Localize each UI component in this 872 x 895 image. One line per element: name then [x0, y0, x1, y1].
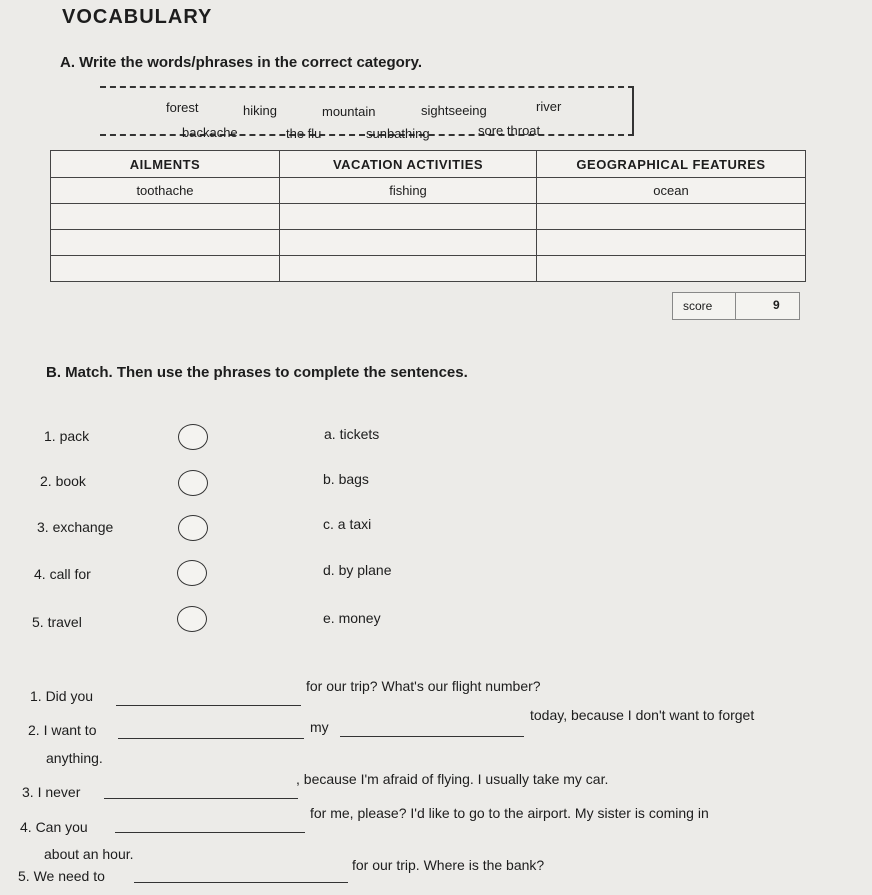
table-row — [51, 204, 806, 230]
word-bank-item: mountain — [322, 104, 376, 119]
match-left-item: 5. travel — [32, 614, 82, 630]
table-cell[interactable] — [537, 256, 806, 282]
sentence-5-end: for our trip. Where is the bank? — [352, 857, 545, 873]
sentence-1-end: for our trip? What's our flight number? — [306, 678, 541, 694]
answer-blank[interactable] — [116, 705, 301, 706]
match-answer-circle[interactable] — [177, 560, 207, 586]
match-answer-circle[interactable] — [177, 606, 207, 632]
section-a-instruction: A. Write the words/phrases in the correct category. — [60, 54, 423, 71]
table-row — [51, 256, 806, 282]
table-row — [51, 178, 806, 204]
table-cell[interactable]: ocean — [537, 178, 806, 204]
sentence-4-end: for me, please? I'd like to go to the airport. My sister is coming in — [310, 805, 709, 821]
answer-blank[interactable] — [134, 882, 348, 883]
table-cell[interactable] — [280, 204, 537, 230]
category-table — [50, 150, 806, 282]
sentence-3-start: 3. I never — [22, 784, 81, 800]
match-right-item: c. a taxi — [323, 516, 372, 532]
page-title: VOCABULARY — [62, 6, 213, 28]
table-cell[interactable] — [51, 230, 280, 256]
answer-blank[interactable] — [115, 832, 305, 833]
word-bank-item: sunbathing — [366, 126, 430, 141]
table-header-row — [51, 151, 806, 178]
word-bank-item: sightseeing — [421, 103, 487, 118]
match-right-item: d. by plane — [323, 562, 392, 578]
sentence-4-continuation: about an hour. — [44, 846, 134, 862]
match-answer-circle[interactable] — [178, 424, 208, 450]
match-right-item: a. tickets — [324, 426, 380, 442]
word-bank — [100, 86, 634, 141]
sentence-2-mid: my — [310, 719, 329, 735]
sentence-2-end: today, because I don't want to forget — [530, 707, 755, 723]
match-left-item: 1. pack — [44, 428, 90, 444]
word-bank-item: forest — [166, 100, 199, 115]
column-header-ailments: AILMENTS — [51, 151, 280, 178]
match-answer-circle[interactable] — [178, 470, 208, 496]
word-bank-item: hiking — [243, 103, 277, 118]
sentence-3-end: , because I'm afraid of flying. I usually take my car. — [296, 771, 609, 787]
table-cell[interactable] — [51, 204, 280, 230]
sentence-2-continuation: anything. — [46, 750, 103, 766]
table-cell[interactable] — [537, 204, 806, 230]
table-row — [51, 230, 806, 256]
match-answer-circle[interactable] — [178, 515, 208, 541]
sentence-5-start: 5. We need to — [18, 868, 105, 884]
table-cell[interactable] — [537, 230, 806, 256]
score-box — [672, 292, 800, 320]
word-bank-item: the flu — [286, 126, 322, 141]
table-cell[interactable]: fishing — [280, 178, 537, 204]
section-b-instruction: B. Match. Then use the phrases to complete the sentences. — [46, 364, 468, 381]
table-cell[interactable]: toothache — [51, 178, 280, 204]
answer-blank[interactable] — [340, 736, 524, 737]
score-value: 9 — [773, 298, 780, 312]
match-left-item: 4. call for — [34, 566, 91, 582]
match-right-item: e. money — [323, 610, 381, 626]
match-left-item: 2. book — [40, 473, 86, 489]
word-bank-item: river — [536, 99, 562, 114]
match-right-item: b. bags — [323, 471, 369, 487]
score-label: score — [683, 299, 713, 313]
sentence-2-start: 2. I want to — [28, 722, 97, 738]
answer-blank[interactable] — [118, 738, 304, 739]
column-header-vacation-activities: VACATION ACTIVITIES — [280, 151, 537, 178]
table-cell[interactable] — [280, 256, 537, 282]
answer-blank[interactable] — [104, 798, 298, 799]
sentence-1-start: 1. Did you — [30, 688, 94, 704]
score-divider — [735, 293, 736, 319]
sentence-4-start: 4. Can you — [20, 819, 88, 835]
column-header-geographical-features: GEOGRAPHICAL FEATURES — [537, 151, 806, 178]
table-cell[interactable] — [51, 256, 280, 282]
table-cell[interactable] — [280, 230, 537, 256]
word-bank-item: backache — [182, 125, 238, 140]
match-left-item: 3. exchange — [37, 519, 114, 535]
word-bank-item: sore throat — [478, 123, 541, 138]
